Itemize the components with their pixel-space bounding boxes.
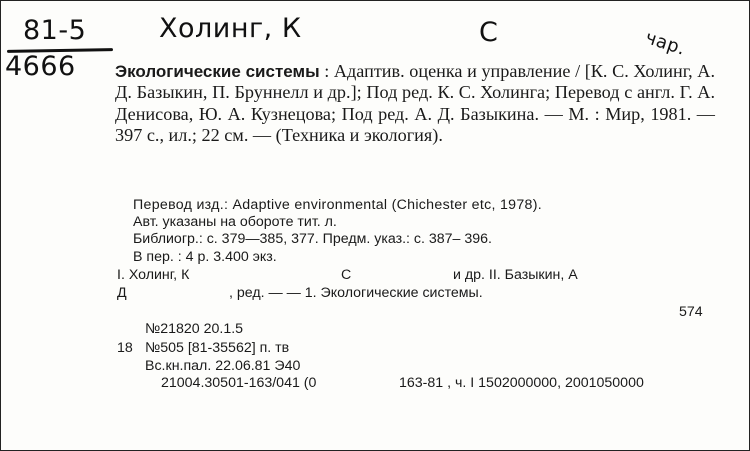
tracing-initial-d: Д: [117, 285, 127, 301]
order-prefix: 18: [117, 340, 133, 356]
note-translation: Перевод изд.: Adaptive environmental (Chichester etc, 1978).: [133, 197, 542, 213]
tracing-initial: С: [341, 267, 352, 283]
notes-block: [1, 1, 749, 450]
tracing-subject: , ред. — — 1. Экологические системы.: [229, 285, 483, 301]
handwritten-shelf-number-top: 81-5: [23, 15, 87, 46]
order-number: №505 [81-35562] п. тв: [145, 340, 290, 356]
note-bibliography: Библиогр.: с. 379—385, 377. Предм. указ.: с. 387– 396.: [133, 231, 493, 247]
handwritten-corner-note: чар.: [642, 27, 689, 60]
entry-body: : Адаптив. оценка и управление / [К. С. Холинг, А. Д. Базыкин, П. Бруннелл и др.]; Под ред. К. С. Холинга; Перевод с англ. Г. А. Денисова, Ю. А. Кузнецова; Под ред. А. Д. Базыкина. — М. : Мир, 1981. — 397 с., ил.; 22 см. — (Техника и экология).: [115, 61, 715, 145]
entry-title: Экологические системы: [115, 62, 320, 81]
note-authors: Авт. указаны на обороте тит. л.: [133, 214, 337, 230]
handwritten-shelf-number-bottom: 4666: [5, 51, 76, 82]
note-price-copies: В пер. : 4 р. 3.400 экз.: [133, 249, 277, 265]
udc-index: 574: [679, 304, 703, 320]
registration-number: №21820 20.1.5: [145, 321, 244, 337]
tracing-author: I. Холинг, К: [117, 267, 190, 283]
classification-code-right: 163-81 , ч. I 1502000000, 2001050000: [399, 375, 644, 391]
handwritten-letter: С: [479, 17, 499, 48]
tracing-coauthor: и др. II. Базыкин, А: [453, 267, 578, 283]
handwritten-author-heading: Холинг, К: [159, 13, 302, 44]
book-chamber-line: Вс.кн.пал. 22.06.81 Э40: [145, 358, 301, 374]
classification-code-left: 21004.30501-163/041 (0: [161, 375, 317, 391]
